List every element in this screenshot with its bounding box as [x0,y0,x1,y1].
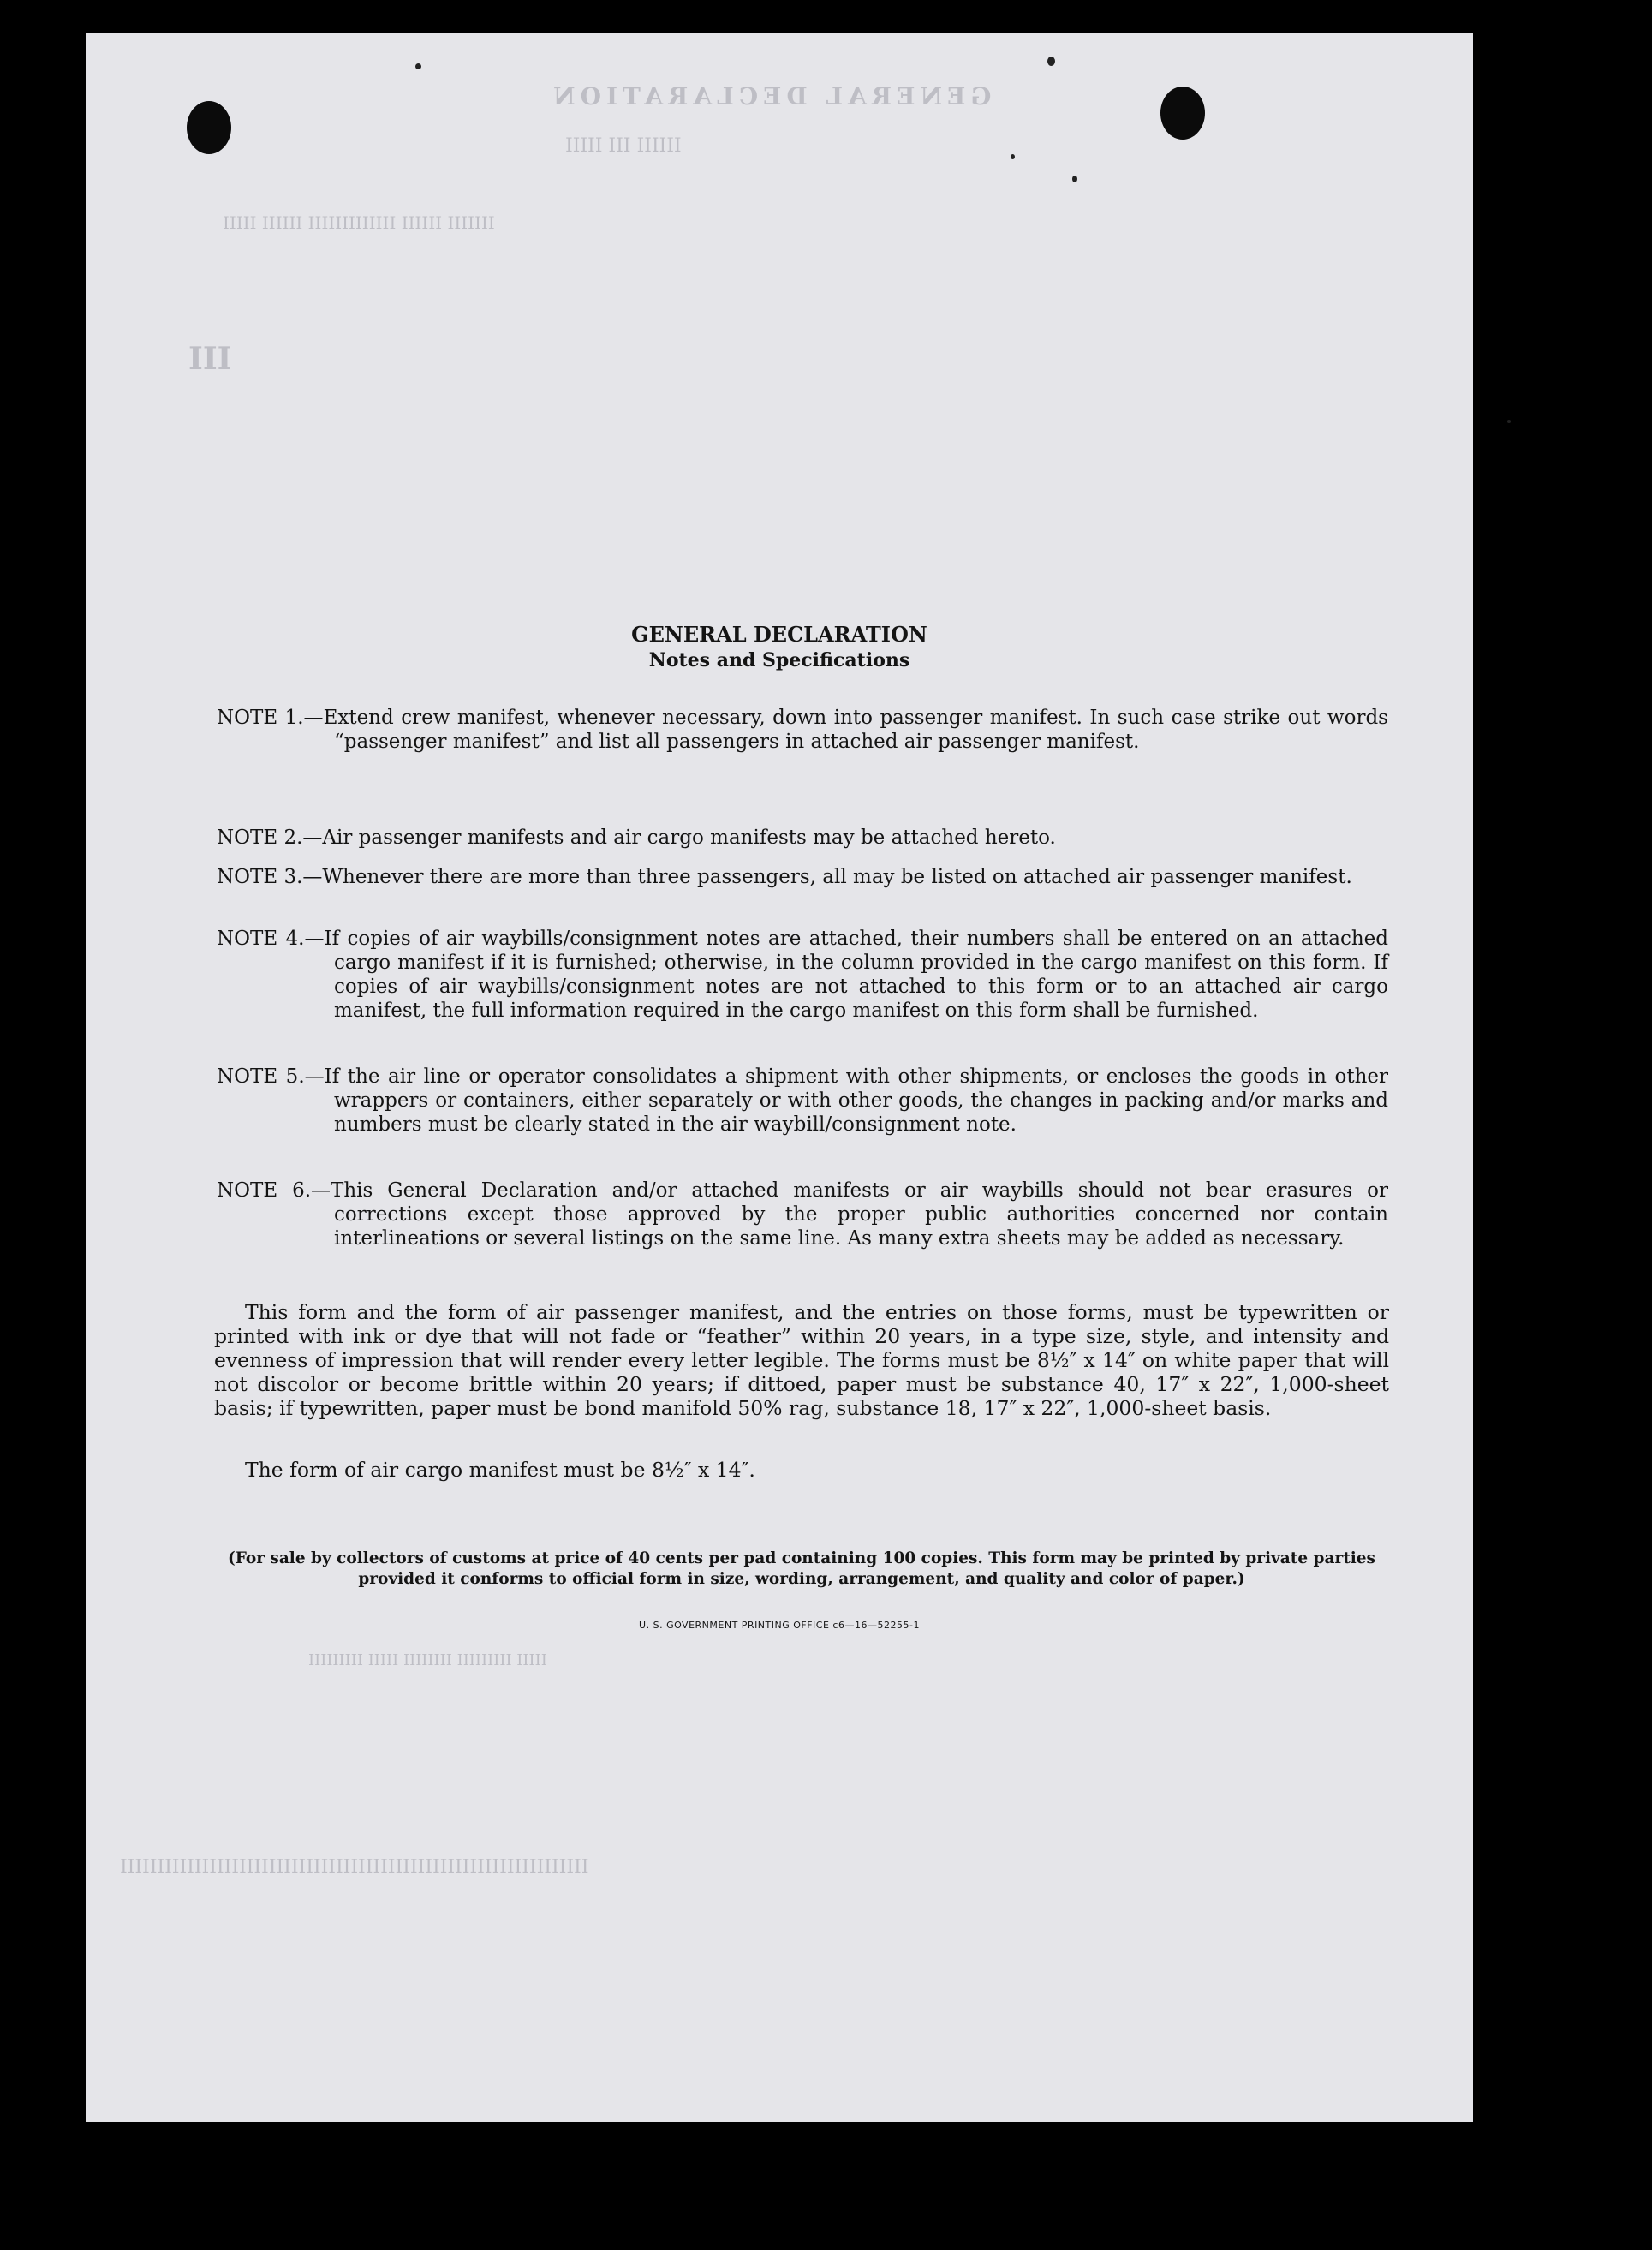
bleed-through-line: ⅠⅠⅠ [188,341,232,377]
note-label: NOTE 6.— [217,1179,331,1202]
note-2 [217,826,1388,850]
bleed-through-line: ⅠⅠⅠⅠⅠⅠⅠⅠⅠⅠⅠⅠⅠⅠⅠⅠⅠⅠⅠⅠⅠⅠⅠⅠⅠⅠⅠⅠⅠⅠⅠⅠⅠⅠⅠⅠⅠⅠⅠⅠⅠⅠⅠⅠⅠⅠⅠⅠⅠⅠⅠⅠⅠⅠⅠⅠⅠⅠⅠⅠⅠⅠⅠ [120,1857,589,1878]
note-label: NOTE 3.— [217,866,323,888]
note-text: If copies of air waybills/consignment notes are attached, their numbers shall be entered on an attached cargo manifest if it is furnished; otherwise, in the column provided in the cargo manifest on this form. If copies of air waybills/consignment notes are not attached to this form or to an attached air cargo manifest, the full information required in the cargo manifest on this form shall be furnished. [324,928,1388,1022]
ink-speck [1507,420,1511,423]
ink-speck [1011,154,1015,159]
note-5 [217,1065,1388,1137]
note-4 [217,927,1388,1023]
cargo-manifest-size: The form of air cargo manifest must be 8½″ x 14″. [245,1458,755,1482]
note-label: NOTE 5.— [217,1065,325,1088]
punch-hole-right [1160,87,1205,140]
note-3 [217,865,1388,889]
note-text: This General Declaration and/or attached manifests or air waybills should not bear erasures or corrections except those approved by the proper public authorities concerned nor contain interlineations or several listings on the same line. As many extra sheets may be added as necessary. [331,1179,1388,1250]
note-text: If the air line or operator consolidates a shipment with other shipments, or encloses the goods in other wrappers or containers, either separately or with other goods, the changes in packing and/or marks and numbers must be clearly stated in the air waybill/consignment note. [324,1065,1388,1136]
page-title: GENERAL DECLARATION [631,622,927,647]
note-text: Extend crew manifest, whenever necessary, down into passenger manifest. In such case strike out words “passenger manifest” and list all passengers in attached air passenger manifest. [323,707,1388,753]
bleed-through-header: GENERAL DECLARATION [548,82,992,110]
note-label: NOTE 1.— [217,707,324,729]
ink-speck [1072,176,1077,182]
bleed-through-line: ⅠⅠⅠⅠⅠ ⅠⅠⅠⅠⅠⅠⅠⅠⅠ ⅠⅠⅠⅠⅠⅠⅠⅠ ⅠⅠⅠⅠⅠ ⅠⅠⅠⅠⅠⅠⅠⅠⅠ [308,1651,547,1669]
note-text: Air passenger manifests and air cargo manifests may be attached hereto. [322,827,1056,849]
note-6 [217,1179,1388,1250]
punch-hole-left [187,101,231,154]
page-subtitle: Notes and Specifications [648,649,910,671]
sale-notice: (For sale by collectors of customs at price of 40 cents per pad containing 100 copies. This form may be printed by private parties provided it conforms to official form in size, wording, arrangement, and quality and color of paper.) [228,1549,1375,1588]
ink-speck [415,63,421,69]
printer-imprint: U. S. GOVERNMENT PRINTING OFFICE c6—16—52255-1 [639,1620,920,1631]
form-specification-paragraph: This form and the form of air passenger manifest, and the entries on those forms, must be typewritten or printed with ink or dye that will not fade or “feather” within 20 years, in a type size, style, and intensity and evenness of impression that will render every letter legible. The forms must be 8½″ x 14″ on white paper that will not discolor or become brittle within 20 years; if dittoed, paper must be substance 40, 17″ x 22″, 1,000-sheet basis; if typewritten, paper must be bond manifold 50% rag, substance 18, 17″ x 22″, 1,000-sheet basis. [214,1300,1389,1420]
note-label: NOTE 2.— [217,827,323,849]
note-text: Whenever there are more than three passengers, all may be listed on attached air passenger manifest. [322,866,1352,888]
note-label: NOTE 4.— [217,928,325,950]
bleed-through-line: ⅠⅠⅠⅠⅠⅠⅠ ⅠⅠⅠⅠⅠⅠ ⅠⅠⅠⅠⅠⅠⅠⅠⅠⅠⅠⅠⅠ ⅠⅠⅠⅠⅠⅠ ⅠⅠⅠⅠⅠ [223,212,495,233]
bleed-through-line: ⅠⅠⅠⅠⅠⅠ ⅠⅠⅠ ⅠⅠⅠⅠⅠ [565,135,682,157]
document-page [86,33,1473,2122]
ink-speck [1047,57,1055,66]
note-1 [217,706,1388,754]
